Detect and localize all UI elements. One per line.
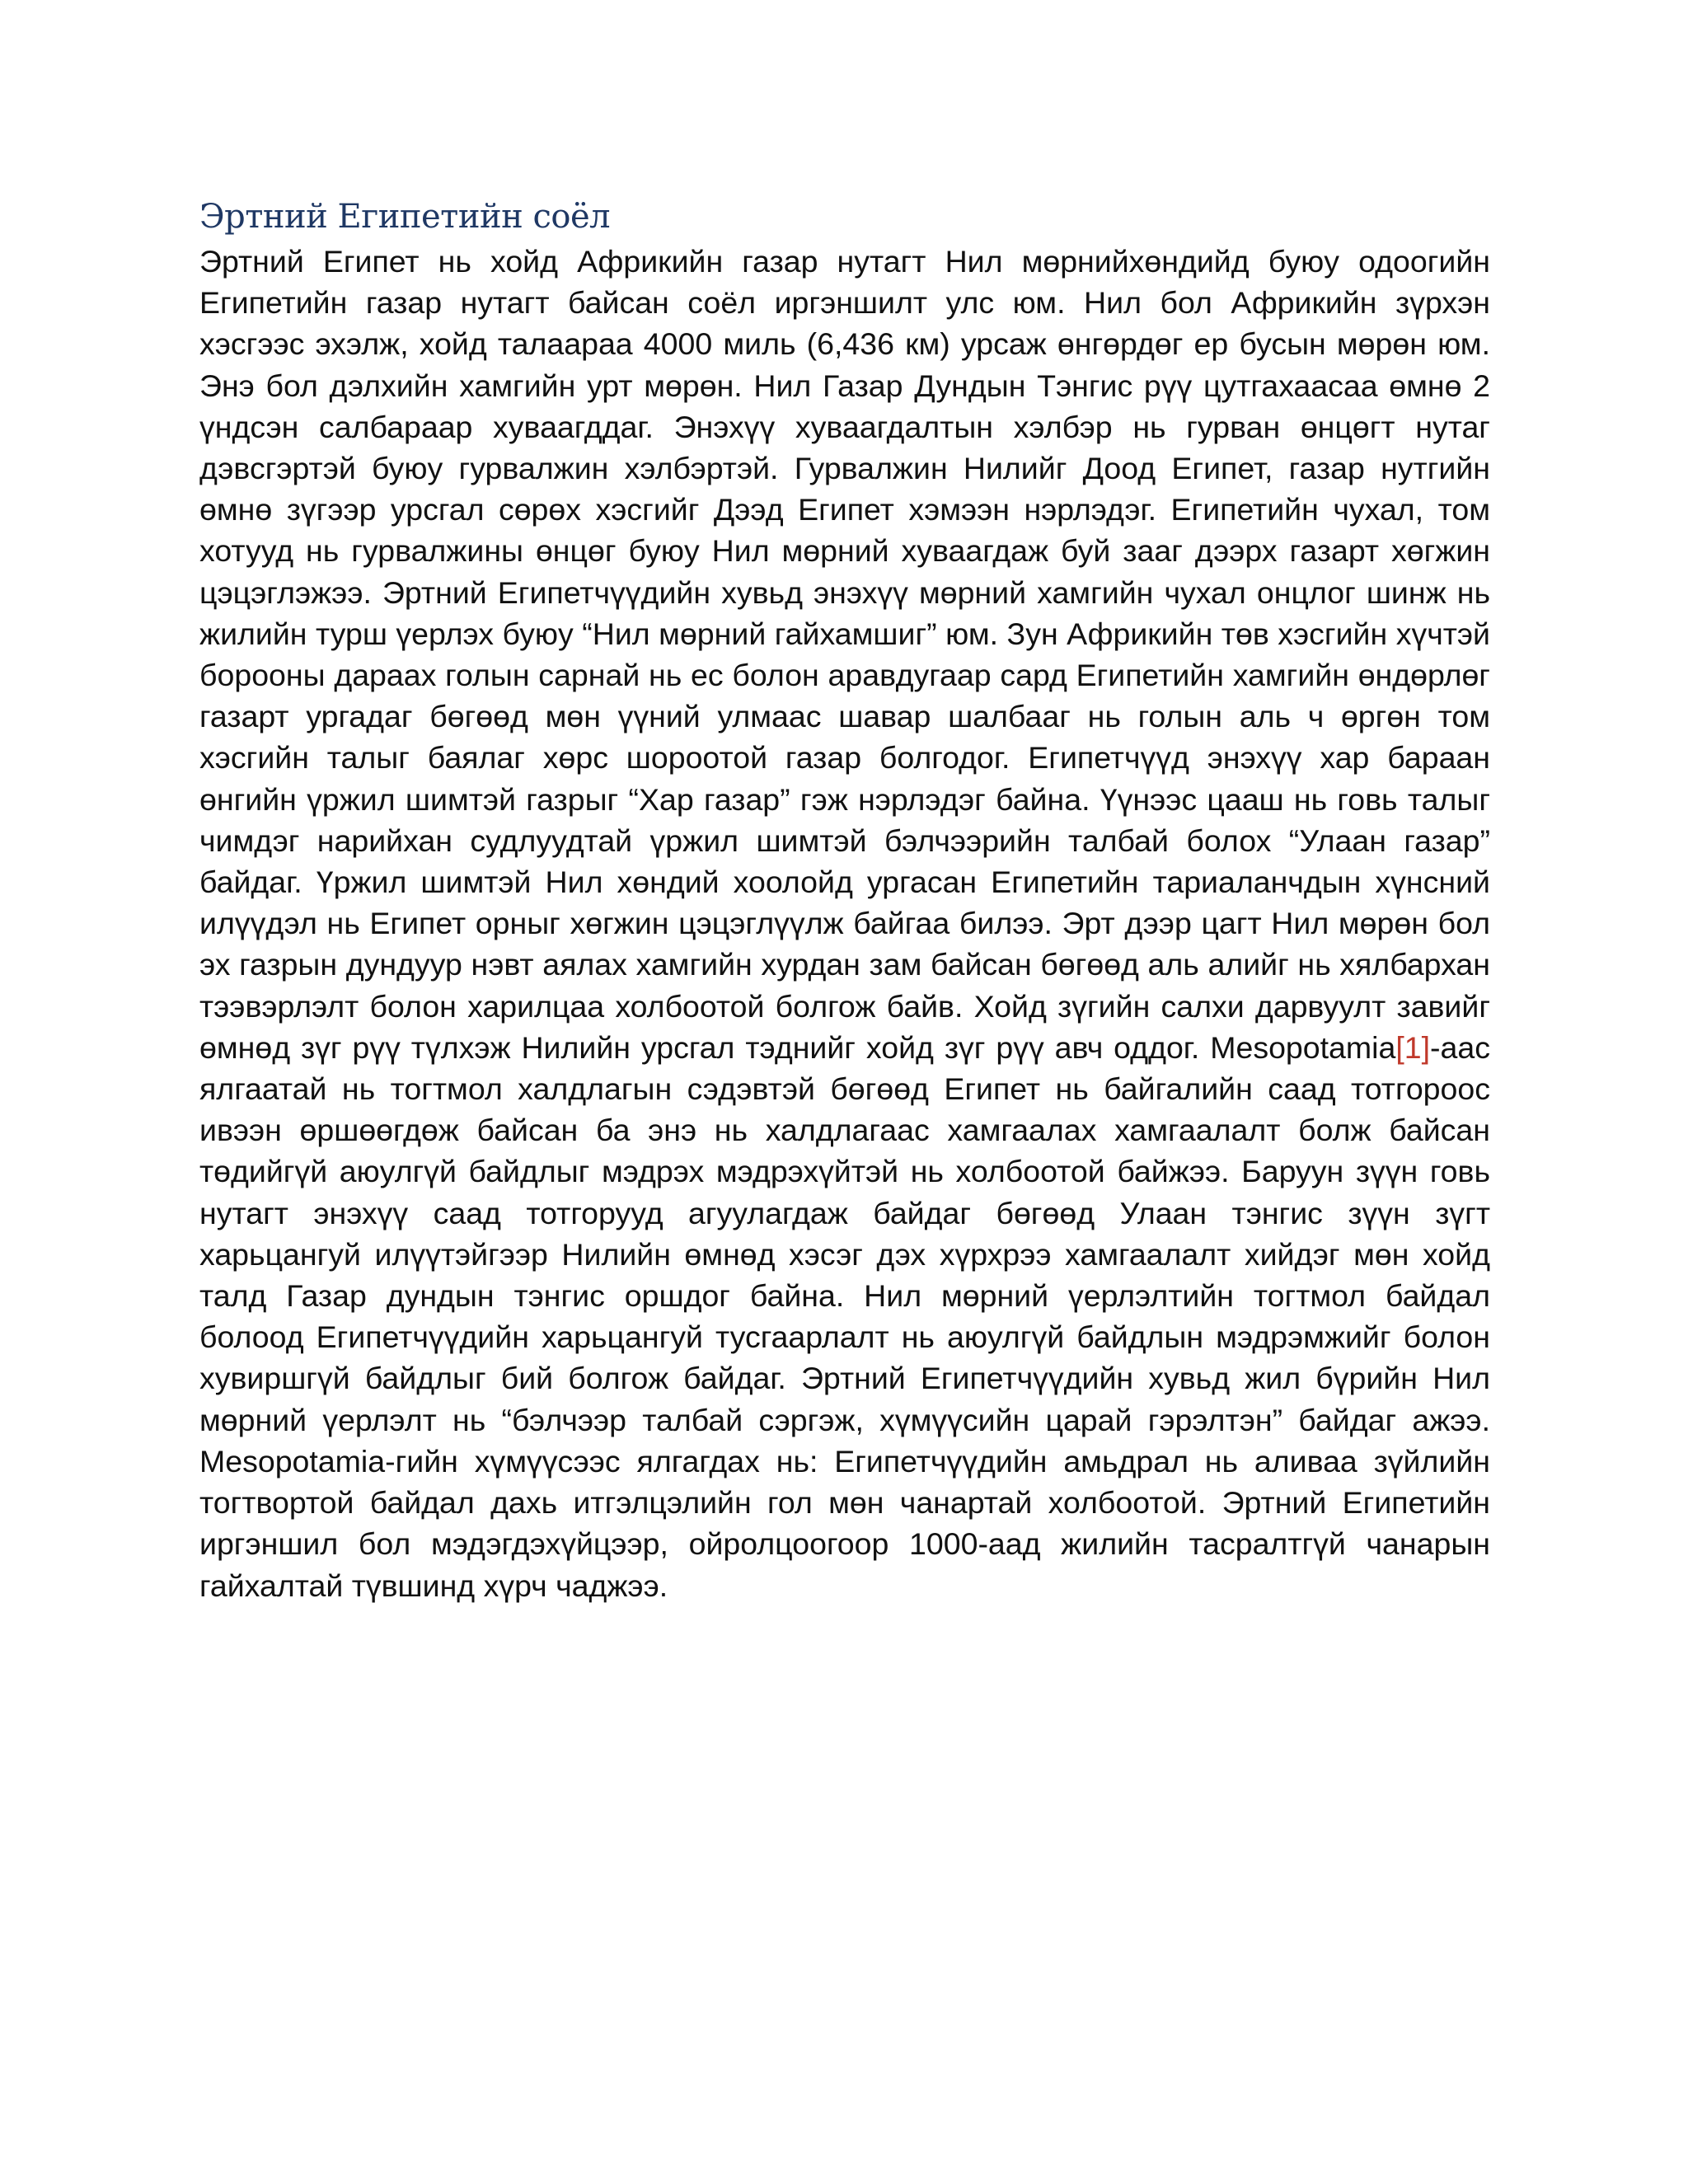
document-title: Эртний Египетийн соёл	[199, 198, 611, 236]
footnote-reference-link[interactable]: [1]	[1395, 1029, 1431, 1065]
body-paragraph	[199, 241, 1490, 1606]
paragraph-text-part-1: Эртний Египет нь хойд Африкийн газар нутагт Нил мөрнийхөндийд буюу одоогийн Египетийн газар нутагт байсан соёл иргэншилт улс юм. Нил бол Африкийн зүрхэн хэсгээс эхэлж, хойд талаараа 4000 миль (6,436 км) урсаж өнгөрдөг ер бусын мөрөн юм. Энэ бол дэлхийн хамгийн урт мөрөн. Нил Газар Дундын Тэнгис рүү цутгахаасаа өмнө 2 үндсэн салбараар хуваагддаг. Энэхүү хуваагдалтын хэлбэр нь гурван өнцөгт нутаг дэвсгэртэй буюу гурвалжин хэлбэртэй. Гурвалжин Нилийг Доод Египет, газар нутгийн өмнө зүгээр урсгал сөрөх хэсгийг Дээд Египет хэмээн нэрлэдэг. Египетийн чухал, том хотууд нь гурвалжины өнцөг буюу Нил мөрний хуваагдаж буй зааг дээрх газарт хөгжин цэцэглэжээ. Эртний Египетчүүдийн хувьд энэхүү мөрний хамгийн чухал онцлог шинж нь жилийн турш үерлэх буюу “Нил мөрний гайхамшиг” юм. Зун Африкийн төв хэсгийн хүчтэй борооны дараах голын сарнай нь ес болон аравдугаар сард Египетийн хамгийн өндөрлөг газарт ургадаг бөгөөд мөн үүний улмаас шавар шалбааг нь голын аль ч өргөн том хэсгийн талыг баялаг хөрс шороотой газар болгодог. Египетчүүд энэхүү хар бараан өнгийн үржил шимтэй газрыг “Хар газар” гэж нэрлэдэг байна. Үүнээс цааш нь говь талыг чимдэг нарийхан судлуудтай үржил шимтэй бэлчээрийн талбай болох “Улаан газар” байдаг. Үржил шимтэй Нил хөндий хоолойд ургасан Египетийн тариаланчдын хүнсний илүүдэл нь Египет орныг хөгжин цэцэглүүлж байгаа билээ. Эрт дээр цагт Нил мөрөн бол эх газрын дундуур нэвт аялах хамгийн хурдан зам байсан бөгөөд аль алийг нь хялбархан тээвэрлэлт болон харилцаа холбоотой болгож байв. Хойд зүгийн салхи дарвуулт завийг өмнөд зүг рүү түлхэж Нилийн урсгал тэднийг хойд зүг рүү авч оддог. Mesopotamia	[199, 244, 1490, 1065]
paragraph-text-part-2: -аас ялгаатай нь тогтмол халдлагын сэдэвтэй бөгөөд Египет нь байгалийн саад тотгороос ивээн өршөөгдөж байсан ба энэ нь халдлагаас хамгаалах хамгаалалт болж байсан төдийгүй аюулгүй байдлыг мэдрэх мэдрэхүйтэй нь холбоотой байжээ. Баруун зүүн говь нутагт энэхүү саад тотгорууд агуулагдаж байдаг бөгөөд Улаан тэнгис зүүн зүгт харьцангуй илүүтэйгээр Нилийн өмнөд хэсэг дэх хүрхрээ хамгаалалт хийдэг мөн хойд талд Газар дундын тэнгис оршдог байна. Нил мөрний үерлэлтийн тогтмол байдал болоод Египетчүүдийн харьцангуй тусгаарлалт нь аюулгүй байдлын мэдрэмжийг болон хувиршгүй байдлыг бий болгож байдаг. Эртний Египетчүүдийн хувьд жил бүрийн Нил мөрний үерлэлт нь “бэлчээр талбай сэргэж, хүмүүсийн царай гэрэлтэн” байдаг ажээ. Mesopotamia-гийн хүмүүсээс ялгагдах нь: Египетчүүдийн амьдрал нь аливаа зүйлийн тогтвортой байдал дахь итгэлцэлийн гол мөн чанартай холбоотой. Эртний Египетийн иргэншил бол мэдэгдэхүйцээр, ойролцоогоор 1000-аад жилийн тасралтгүй чанарын гайхалтай түвшинд хүрч чаджээ.	[199, 1029, 1490, 1603]
document-content	[199, 196, 1490, 1606]
